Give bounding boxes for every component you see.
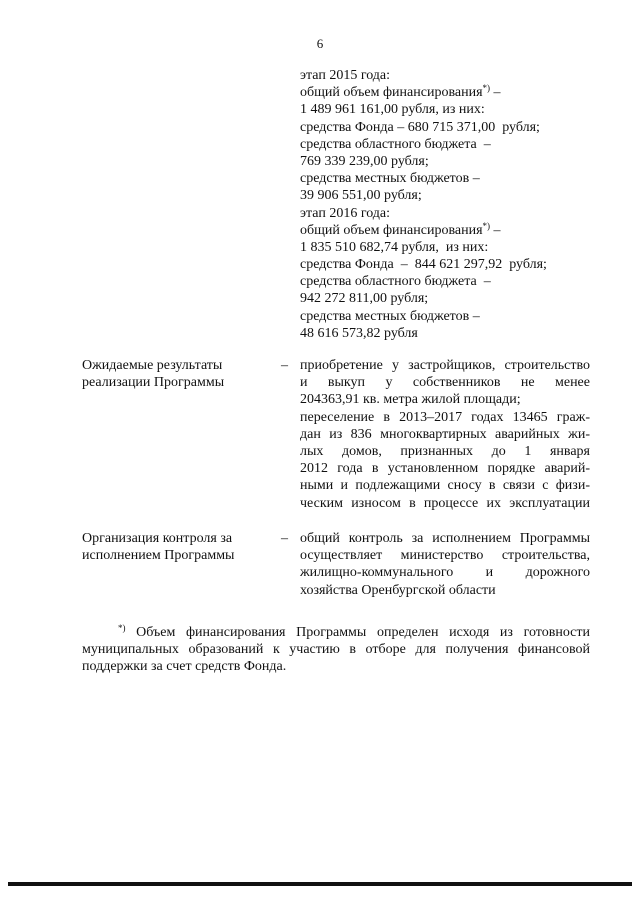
footnote-marker: *)	[482, 83, 491, 94]
funding-line	[300, 170, 590, 187]
funding-line-text: средства областного бюджета –	[300, 136, 491, 152]
funding-line-text: средства местных бюджетов –	[300, 171, 480, 187]
funding-line-text: общий объем финансирования	[300, 222, 483, 238]
text-line: 2012 года в установленном порядке аварий-	[300, 461, 590, 477]
funding-line	[300, 273, 590, 290]
funding-line	[300, 239, 590, 256]
label-line: реализации Программы	[82, 375, 225, 391]
text-line: и выкуп у собственников не менее	[300, 375, 590, 391]
funding-line	[300, 205, 590, 222]
label-line: исполнением Программы	[82, 548, 235, 564]
footnote-line: муниципальных образований к участию в отборе для получения финансовой	[82, 642, 590, 658]
funding-line	[300, 153, 590, 170]
funding-line	[300, 119, 590, 136]
funding-line-text: средства Фонда – 680 715 371,00 рубля;	[300, 119, 540, 135]
text-line: переселение в 2013–2017 годах 13465 граж-	[300, 409, 590, 425]
text-line: хозяйства Оренбургской области	[300, 582, 496, 598]
control-organization-label	[82, 530, 262, 564]
text-line: ческим износом в процессе их эксплуатации	[300, 495, 590, 511]
text-line: ными и подлежащими сносу в связи с физи-	[300, 478, 590, 494]
funding-line	[300, 222, 590, 239]
funding-line	[300, 84, 590, 101]
footnote-line	[82, 624, 590, 641]
funding-section	[300, 67, 590, 342]
row-dash: –	[281, 531, 288, 546]
text-line: общий контроль за исполнением Программы	[300, 531, 590, 546]
funding-line	[300, 325, 590, 342]
funding-line-text: 48 616 573,82 рубля	[300, 325, 418, 341]
bottom-rule	[8, 882, 632, 886]
text-line: жилищно-коммунального и дорожного	[300, 565, 590, 581]
expected-results-text	[300, 357, 590, 512]
funding-line	[300, 67, 590, 84]
text-line: лых домов, признанных до 1 января	[300, 443, 590, 459]
funding-line-text: этап 2015 года:	[300, 68, 391, 83]
text-line: приобретение у застройщиков, строительство	[300, 358, 590, 373]
footnote-marker: *)	[482, 220, 491, 231]
label-line: Ожидаемые результаты	[82, 358, 223, 373]
funding-line	[300, 187, 590, 204]
funding-line-text: 1 835 510 682,74 рубля, из них:	[300, 239, 489, 255]
funding-line	[300, 290, 590, 307]
funding-line-text: средства областного бюджета –	[300, 274, 491, 290]
funding-line	[300, 101, 590, 118]
funding-line-text: 769 339 239,00 рубля;	[300, 153, 429, 169]
funding-line-text: 39 906 551,00 рубля;	[300, 188, 422, 204]
text-line: осуществляет министерство строительства,	[300, 548, 590, 564]
footnote	[82, 624, 590, 676]
text-line: 204363,91 кв. метра жилой площади;	[300, 392, 521, 408]
funding-line	[300, 136, 590, 153]
funding-line-dash: –	[490, 222, 501, 238]
page-number: 6	[316, 36, 324, 51]
footnote-marker: *)	[118, 623, 126, 633]
funding-line-text: 942 272 811,00 рубля;	[300, 291, 429, 307]
control-organization-text	[300, 530, 590, 599]
funding-line-text: этап 2016 года:	[300, 205, 391, 221]
footnote-line: поддержки за счет средств Фонда.	[82, 659, 287, 675]
funding-line-text: средства местных бюджетов –	[300, 308, 480, 324]
funding-line-text: средства Фонда – 844 621 297,92 рубля;	[300, 257, 547, 273]
funding-line-text: 1 489 961 161,00 рубля, из них:	[300, 102, 485, 118]
label-line: Организация контроля за	[82, 531, 233, 546]
row-dash: –	[281, 358, 288, 373]
funding-line	[300, 256, 590, 273]
footnote-text: Объем финансирования Программы определен исходя из готовности	[125, 625, 590, 640]
funding-line	[300, 308, 590, 325]
text-line: дан из 836 многоквартирных аварийных жи-	[300, 426, 590, 442]
funding-line-text: общий объем финансирования	[300, 85, 483, 101]
expected-results-label	[82, 357, 262, 391]
funding-line-dash: –	[490, 85, 501, 101]
